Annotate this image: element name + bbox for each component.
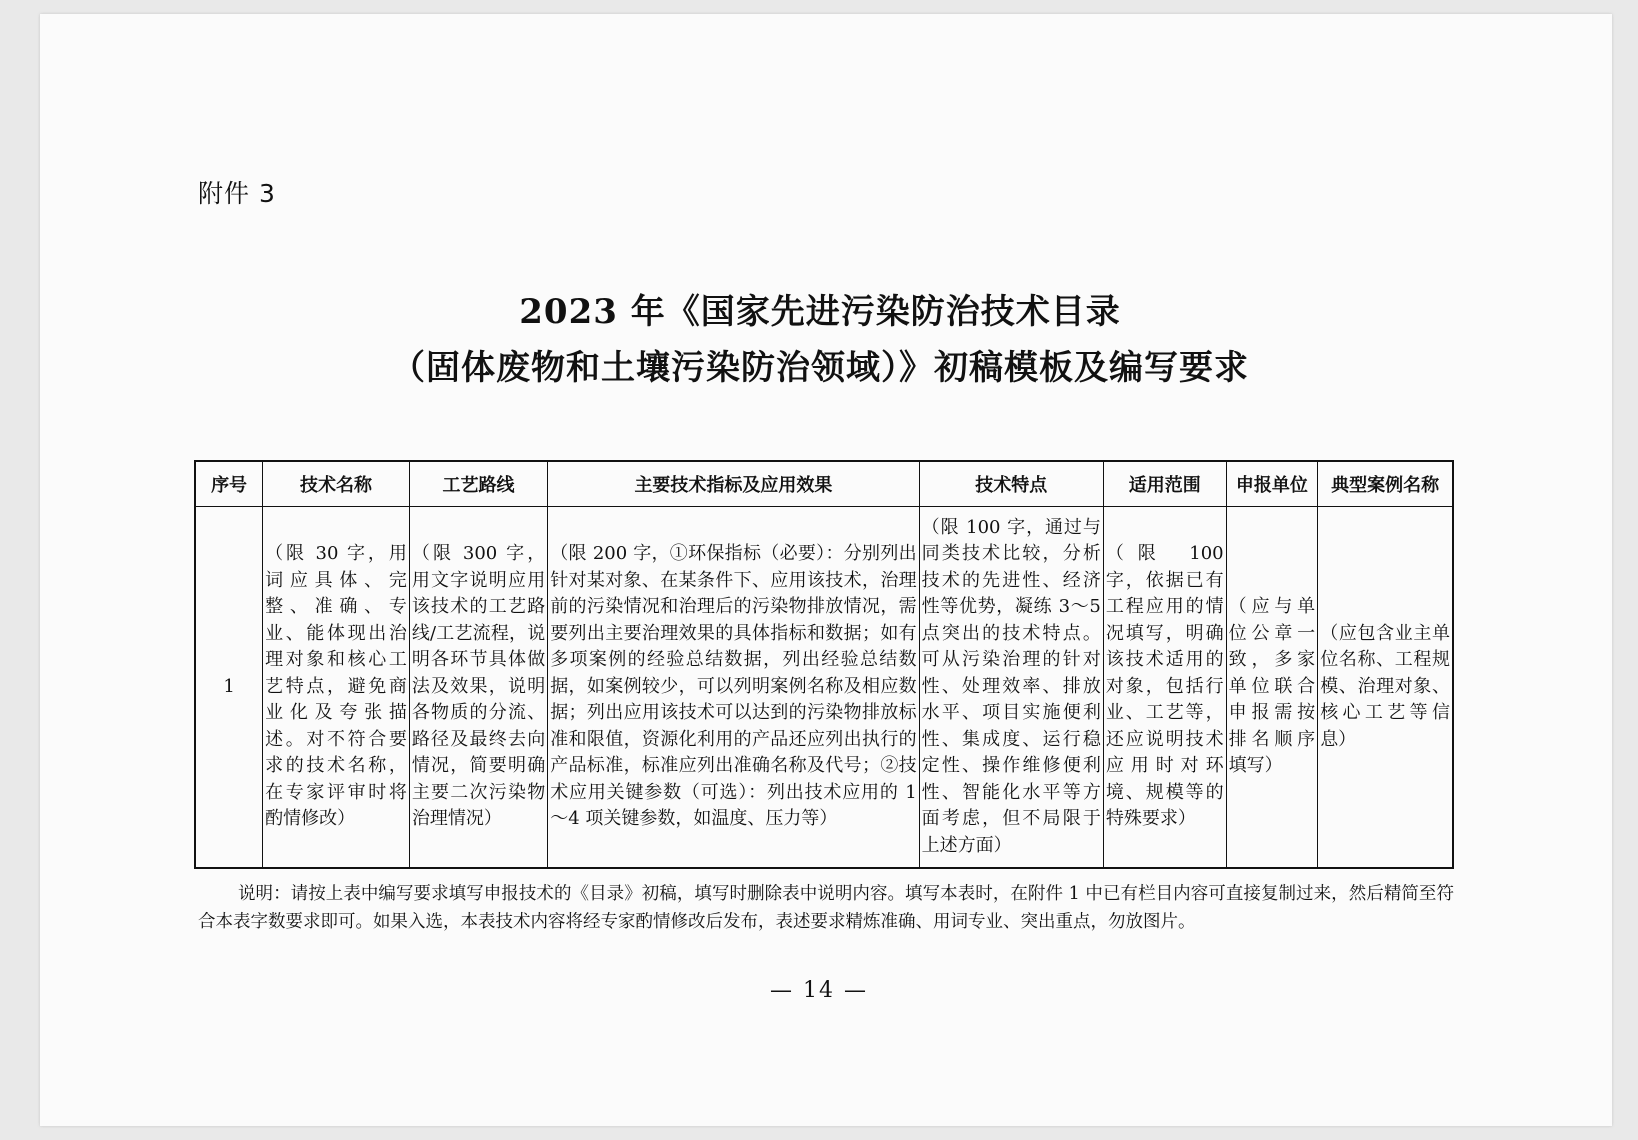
document-title-line-2: （固体废物和土壤污染防治领域）》初稿模板及编写要求 bbox=[391, 348, 1249, 388]
cell-tech-name: （限 30 字，用词应具体、完整、准确、专业、能体现出治理对象和核心工艺特点，避免商业化及夸张描述。对不符合要求的技术名称，在专家评审时将酌情修改） bbox=[263, 507, 410, 869]
header-applicant: 申报单位 bbox=[1226, 461, 1318, 507]
header-main-indicators: 主要技术指标及应用效果 bbox=[548, 461, 919, 507]
document-title-line-1: 2023 年《国家先进污染防治技术目录 bbox=[519, 292, 1121, 332]
header-features: 技术特点 bbox=[919, 461, 1103, 507]
explanation-note: 说明：请按上表中编写要求填写申报技术的《目录》初稿，填写时删除表中说明内容。填写本表时，在附件 1 中已有栏目内容可直接复制过来，然后精简至符合本表字数要求即可。如果入选，本表技术内容将经专家酌情修改后发布，表述要求精炼准确、用词专业、突出重点，勿放图片。 bbox=[198, 884, 1454, 932]
cell-features: （限 100 字，通过与同类技术比较，分析技术的先进性、经济性等优势，凝练 3～5 点突出的技术特点。可从污染治理的针对性、处理效率、排放水平、项目实施便利性、集成度、运行稳定性、操作维修便利性、智能化水平等方面考虑，但不局限于上述方面） bbox=[919, 507, 1103, 869]
header-scope: 适用范围 bbox=[1103, 461, 1226, 507]
cell-seq: 1 bbox=[195, 507, 263, 869]
cell-main-indicators: （限 200 字，①环保指标（必要）：分别列出针对某对象、在某条件下、应用该技术，治理前的污染情况和治理后的污染物排放情况，需要列出主要治理效果的具体指标和数据；如有多项案例的经验总结数据，列出经验总结数据，如案例较少，可以列明案例名称及相应数据；列出应用该技术可以达到的污染物排放标准和限值，资源化利用的产品还应列出执行的产品标准，标准应列出准确名称及代号；②技术应用关键参数（可选）：列出技术应用的 1～4 项关键参数，如温度、压力等） bbox=[548, 507, 919, 869]
cell-case-name: （应包含业主单位名称、工程规模、治理对象、核心工艺等信息） bbox=[1318, 507, 1453, 869]
cell-scope: （限 100 字，依据已有工程应用的情况填写，明确该技术适用的对象，包括行业、工艺等，还应说明技术应用时对环境、规模等的特殊要求） bbox=[1103, 507, 1226, 869]
header-seq: 序号 bbox=[195, 461, 263, 507]
template-table bbox=[194, 460, 1454, 869]
header-tech-name: 技术名称 bbox=[263, 461, 410, 507]
page-number: — 14 — bbox=[770, 978, 868, 1003]
cell-applicant: （应与单位公章一致，多家单位联合申报需按排名顺序填写） bbox=[1226, 507, 1318, 869]
cell-process-route: （限 300 字，用文字说明应用该技术的工艺路线/工艺流程，说明各环节具体做法及效果，说明各物质的分流、路径及最终去向情况，简要明确主要二次污染物治理情况） bbox=[409, 507, 547, 869]
attachment-label: 附件 3 bbox=[198, 179, 276, 208]
header-case-name: 典型案例名称 bbox=[1318, 461, 1453, 507]
table-header-row bbox=[195, 461, 1453, 507]
header-process-route: 工艺路线 bbox=[409, 461, 547, 507]
table-row bbox=[195, 507, 1453, 869]
